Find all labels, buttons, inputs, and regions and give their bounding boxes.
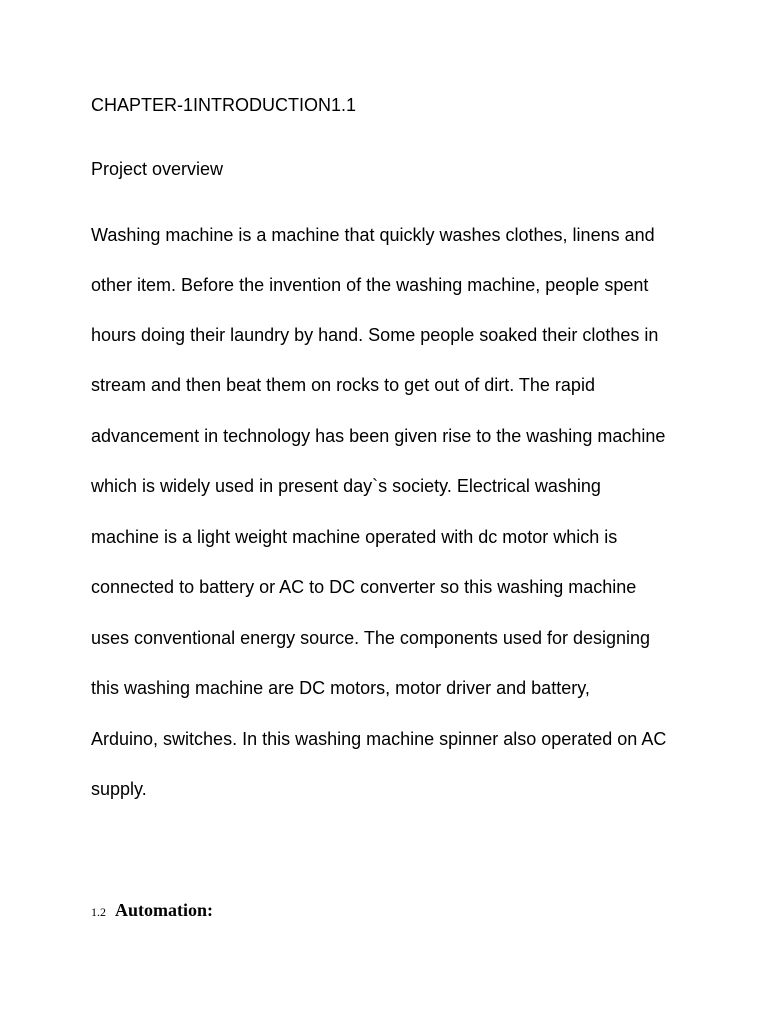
paragraph-line: advancement in technology has been given rise to the washing machine	[91, 426, 666, 446]
section-title: Automation:	[115, 900, 213, 920]
paragraph-line: other item. Before the invention of the washing machine, people spent	[91, 275, 649, 295]
chapter-heading: CHAPTER-1INTRODUCTION1.1	[91, 95, 357, 115]
paragraph-line: connected to battery or AC to DC converter so this washing machine	[91, 577, 637, 597]
paragraph-line: which is widely used in present day`s society. Electrical washing	[91, 476, 601, 496]
paragraph-line: uses conventional energy source. The components used for designing	[91, 628, 651, 648]
section-heading	[91, 900, 213, 921]
paragraph-line: machine is a light weight machine operated with dc motor which is	[91, 527, 618, 547]
paragraph-line: supply.	[91, 779, 147, 799]
paragraph-line: this washing machine are DC motors, motor driver and battery,	[91, 678, 590, 698]
paragraph-line: Washing machine is a machine that quickly washes clothes, linens and	[91, 225, 655, 245]
section-number: 1.2	[91, 905, 106, 919]
paragraph-line: hours doing their laundry by hand. Some people soaked their clothes in	[91, 325, 659, 345]
subheading: Project overview	[91, 159, 224, 179]
paragraph-line: stream and then beat them on rocks to get out of dirt. The rapid	[91, 375, 595, 395]
paragraph-line: Arduino, switches. In this washing machine spinner also operated on AC	[91, 729, 667, 749]
